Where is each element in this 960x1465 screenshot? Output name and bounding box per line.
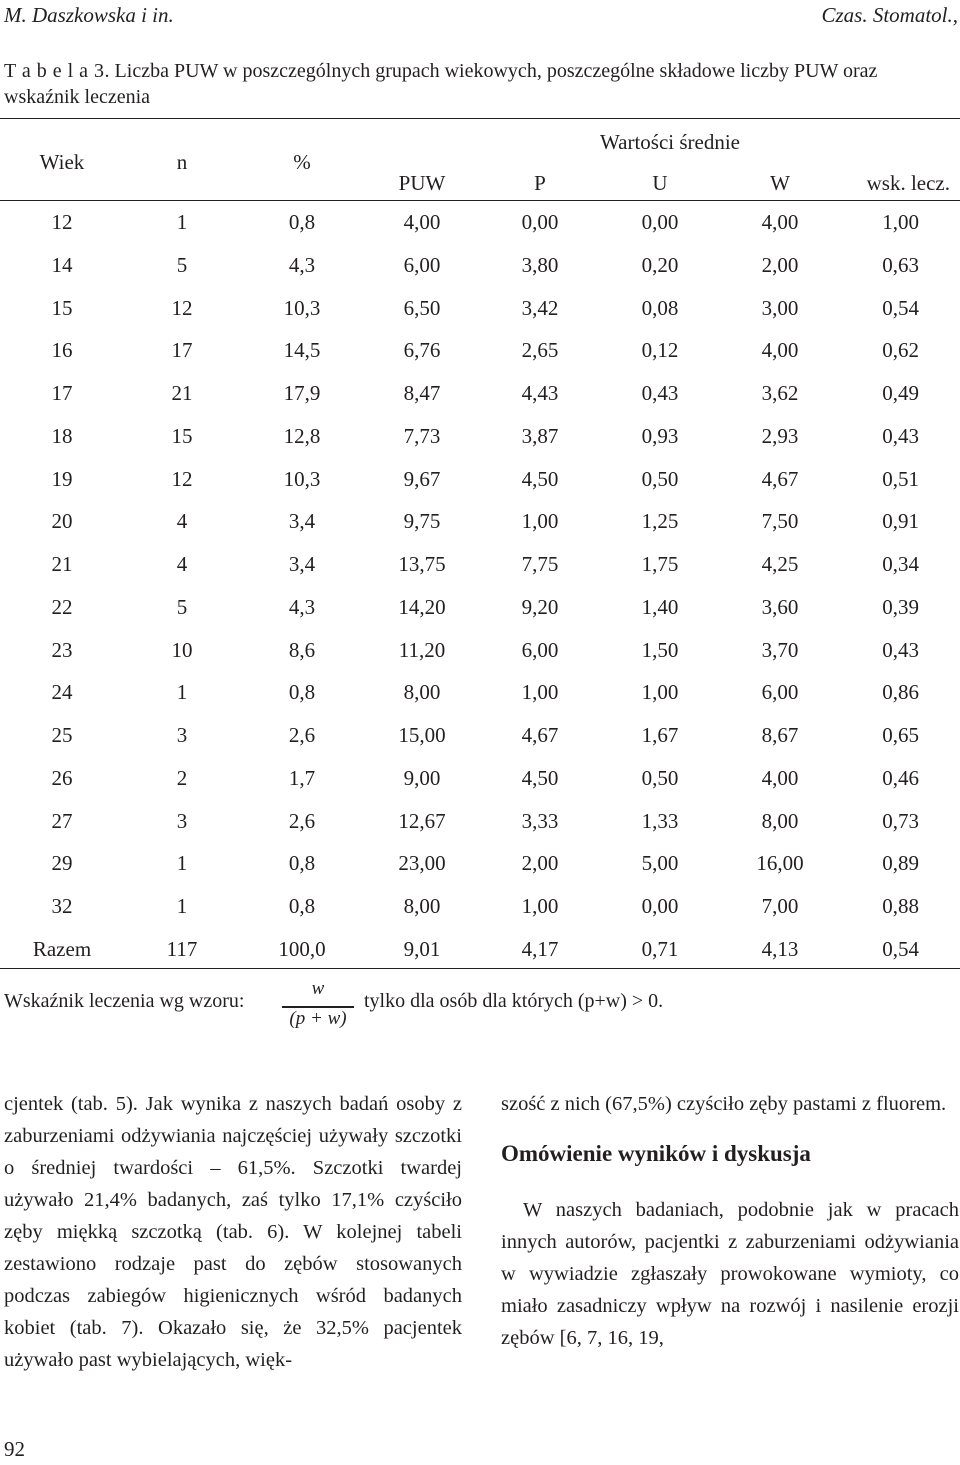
cell-u: 0,43 bbox=[641, 381, 679, 405]
cell-u: 0,12 bbox=[641, 338, 679, 363]
cell-w: 4,13 bbox=[761, 936, 799, 961]
cell-p: 2,00 bbox=[521, 851, 559, 876]
cell-percent: 14,5 bbox=[283, 338, 321, 363]
cell-age: 25 bbox=[51, 723, 73, 747]
table-row bbox=[0, 253, 960, 283]
table-row bbox=[0, 851, 960, 881]
cell-percent: 100,0 bbox=[278, 936, 326, 961]
cell-n: 12 bbox=[171, 295, 193, 320]
cell-n: 4 bbox=[176, 552, 188, 576]
table-caption-label: T a b e l a 3 bbox=[4, 60, 105, 82]
table-row-total bbox=[0, 937, 960, 967]
cell-percent: 8,6 bbox=[288, 637, 316, 662]
cell-u: 0,00 bbox=[641, 894, 679, 918]
cell-n: 117 bbox=[166, 936, 198, 961]
cell-percent: 0,8 bbox=[288, 680, 316, 705]
cell-puw: 23,00 bbox=[398, 851, 446, 876]
table-caption bbox=[4, 58, 944, 110]
cell-treatment-index: 0,88 bbox=[882, 894, 919, 918]
cell-percent: 10,3 bbox=[283, 295, 321, 320]
cell-p: 1,00 bbox=[521, 894, 559, 918]
header-puw: PUW bbox=[398, 171, 446, 195]
right-paragraph-2: W naszych badaniach, podobnie jak w pracach innych autorów, pacjentki z zaburzeniami odżywiania w wywiadzie zgłaszały prowokowane wymioty, co miało zasadniczy wpływ na rozwój i nasilenie erozji zębów [6, 7, 16, 19, bbox=[501, 1199, 959, 1349]
cell-w: 8,67 bbox=[761, 723, 799, 747]
cell-w: 4,00 bbox=[761, 210, 799, 234]
cell-percent: 2,6 bbox=[288, 723, 316, 747]
cell-p: 6,00 bbox=[521, 637, 559, 662]
cell-treatment-index: 0,49 bbox=[882, 381, 919, 405]
header-u: U bbox=[652, 171, 668, 195]
cell-age: 23 bbox=[51, 637, 73, 662]
table-row bbox=[0, 723, 960, 753]
formula-fraction bbox=[278, 978, 358, 1040]
cell-age: 18 bbox=[51, 423, 73, 448]
cell-treatment-index: 0,54 bbox=[882, 295, 919, 320]
cell-age: 22 bbox=[51, 594, 73, 619]
cell-p: 3,80 bbox=[521, 252, 559, 277]
table-header-rule bbox=[0, 200, 960, 201]
footnote bbox=[4, 978, 954, 1038]
header-group-mean-values: Wartości średnie bbox=[599, 130, 740, 154]
cell-age: 12 bbox=[51, 210, 73, 234]
cell-treatment-index: 0,86 bbox=[882, 680, 919, 705]
cell-percent: 10,3 bbox=[283, 466, 321, 491]
cell-puw: 15,00 bbox=[398, 723, 446, 747]
table-row bbox=[0, 381, 960, 411]
cell-treatment-index: 0,43 bbox=[882, 423, 919, 448]
cell-percent: 0,8 bbox=[288, 894, 316, 918]
cell-percent: 2,6 bbox=[288, 808, 316, 833]
cell-puw: 9,75 bbox=[403, 509, 441, 534]
footnote-label: Wskaźnik leczenia wg wzoru: bbox=[4, 990, 245, 1012]
cell-p: 2,65 bbox=[521, 338, 559, 363]
cell-p: 4,43 bbox=[521, 381, 559, 405]
right-paragraph-1: szość z nich (67,5%) czyściło zęby pastami z fluorem. bbox=[501, 1093, 947, 1115]
header-treatment-index: wsk. lecz. bbox=[866, 171, 950, 195]
cell-percent: 17,9 bbox=[283, 381, 321, 405]
cell-treatment-index: 0,89 bbox=[882, 851, 919, 876]
cell-u: 0,20 bbox=[641, 252, 679, 277]
cell-u: 1,50 bbox=[641, 637, 679, 662]
cell-age: 15 bbox=[51, 295, 73, 320]
cell-p: 4,17 bbox=[521, 936, 559, 961]
page-number: 92 bbox=[4, 1437, 25, 1461]
cell-puw: 6,76 bbox=[403, 338, 441, 363]
cell-p: 1,00 bbox=[521, 680, 559, 705]
footnote-condition: tylko dla osób dla których (p+w) > 0. bbox=[364, 990, 664, 1012]
cell-w: 7,00 bbox=[761, 894, 799, 918]
cell-puw: 8,00 bbox=[403, 680, 441, 705]
cell-age: Razem bbox=[32, 936, 92, 961]
cell-puw: 9,67 bbox=[403, 466, 441, 491]
cell-p: 3,33 bbox=[521, 808, 559, 833]
cell-n: 4 bbox=[176, 509, 188, 534]
cell-u: 1,00 bbox=[641, 680, 679, 705]
cell-percent: 0,8 bbox=[288, 210, 316, 234]
cell-u: 0,71 bbox=[641, 936, 679, 961]
cell-p: 4,50 bbox=[521, 466, 559, 491]
section-heading: Omówienie wyników i dyskusja bbox=[501, 1141, 811, 1166]
cell-n: 15 bbox=[171, 423, 193, 448]
cell-treatment-index: 0,39 bbox=[882, 594, 919, 619]
cell-p: 4,67 bbox=[521, 723, 559, 747]
body-column-right bbox=[501, 1088, 959, 1354]
cell-puw: 4,00 bbox=[403, 210, 441, 234]
cell-percent: 12,8 bbox=[283, 423, 321, 448]
cell-n: 1 bbox=[176, 210, 188, 234]
table-row bbox=[0, 338, 960, 368]
cell-w: 6,00 bbox=[761, 680, 799, 705]
table-row bbox=[0, 766, 960, 796]
cell-percent: 0,8 bbox=[288, 851, 316, 876]
table-row bbox=[0, 638, 960, 668]
cell-age: 26 bbox=[51, 765, 73, 790]
cell-age: 20 bbox=[51, 509, 73, 534]
cell-puw: 8,47 bbox=[403, 381, 441, 405]
cell-percent: 1,7 bbox=[288, 765, 316, 790]
cell-n: 10 bbox=[171, 637, 193, 662]
cell-w: 7,50 bbox=[761, 509, 799, 534]
cell-n: 1 bbox=[176, 894, 188, 918]
cell-w: 8,00 bbox=[761, 808, 799, 833]
cell-n: 1 bbox=[176, 680, 188, 705]
cell-puw: 8,00 bbox=[403, 894, 441, 918]
cell-u: 0,50 bbox=[641, 765, 679, 790]
running-header-authors: M. Daszkowska i in. bbox=[4, 3, 174, 27]
table-top-rule bbox=[0, 118, 960, 119]
table-bottom-rule bbox=[0, 968, 960, 969]
cell-n: 2 bbox=[176, 765, 188, 790]
cell-p: 9,20 bbox=[521, 594, 559, 619]
cell-puw: 7,73 bbox=[403, 423, 441, 448]
cell-n: 17 bbox=[171, 338, 193, 363]
cell-n: 12 bbox=[171, 466, 193, 491]
header-p: P bbox=[534, 171, 546, 195]
cell-age: 32 bbox=[51, 894, 73, 918]
cell-age: 29 bbox=[51, 851, 73, 876]
cell-n: 5 bbox=[176, 594, 188, 619]
cell-percent: 4,3 bbox=[288, 252, 316, 277]
left-paragraph: cjentek (tab. 5). Jak wynika z naszych badań osoby z zaburzeniami odżywiania najczęściej używały szczotki o średniej twardości – 61,5%. Szczotki twardej używało 21,4% badanych, zaś tylko 17,1% czyściło zęby miękką szczotką (tab. 6). W kolejnej tabeli zestawiono rodzaje past do zębów stosowanych podczas zabiegów higienicznych wśród badanych kobiet (tab. 7). Okazało się, że 32,5% pacjentek używało past wybielających, więk- bbox=[4, 1093, 462, 1371]
cell-w: 4,67 bbox=[761, 466, 799, 491]
table-row bbox=[0, 552, 960, 582]
cell-w: 3,00 bbox=[761, 295, 799, 320]
cell-u: 0,08 bbox=[641, 295, 679, 320]
cell-p: 3,42 bbox=[521, 295, 559, 320]
cell-p: 7,75 bbox=[521, 552, 559, 576]
cell-w: 4,00 bbox=[761, 338, 799, 363]
cell-age: 24 bbox=[51, 680, 73, 705]
table-row bbox=[0, 467, 960, 497]
cell-u: 1,67 bbox=[641, 723, 679, 747]
fraction-numerator: w bbox=[311, 978, 325, 999]
cell-u: 1,75 bbox=[641, 552, 679, 576]
table-row bbox=[0, 809, 960, 839]
cell-w: 2,93 bbox=[761, 423, 799, 448]
cell-puw: 13,75 bbox=[398, 552, 446, 576]
cell-treatment-index: 0,73 bbox=[882, 808, 919, 833]
cell-p: 4,50 bbox=[521, 765, 559, 790]
fraction-denominator: (p + w) bbox=[289, 1008, 347, 1029]
table-row bbox=[0, 595, 960, 625]
header-n: n bbox=[176, 150, 188, 174]
cell-puw: 14,20 bbox=[398, 594, 446, 619]
header-w: W bbox=[770, 171, 790, 195]
cell-u: 1,40 bbox=[641, 594, 679, 619]
cell-u: 0,50 bbox=[641, 466, 679, 491]
cell-w: 3,60 bbox=[761, 594, 799, 619]
cell-treatment-index: 0,63 bbox=[882, 252, 919, 277]
table-row bbox=[0, 680, 960, 710]
cell-w: 3,62 bbox=[761, 381, 799, 405]
cell-puw: 9,01 bbox=[403, 936, 441, 961]
cell-percent: 3,4 bbox=[288, 552, 316, 576]
cell-age: 19 bbox=[51, 466, 73, 491]
cell-puw: 6,00 bbox=[403, 252, 441, 277]
cell-w: 2,00 bbox=[761, 252, 799, 277]
cell-treatment-index: 0,51 bbox=[882, 466, 919, 491]
table-row bbox=[0, 424, 960, 454]
cell-n: 5 bbox=[176, 252, 188, 277]
cell-u: 0,93 bbox=[641, 423, 679, 448]
table-row bbox=[0, 509, 960, 539]
table-row bbox=[0, 210, 960, 240]
cell-puw: 12,67 bbox=[398, 808, 446, 833]
cell-treatment-index: 0,62 bbox=[882, 338, 919, 363]
cell-w: 4,25 bbox=[761, 552, 799, 576]
table-caption-text: . Liczba PUW w poszczególnych grupach wiekowych, poszczególne składowe liczby PUW oraz wskaźnik leczenia bbox=[4, 60, 878, 108]
cell-p: 3,87 bbox=[521, 423, 559, 448]
header-wiek: Wiek bbox=[39, 150, 85, 174]
header-percent: % bbox=[293, 150, 311, 174]
cell-n: 3 bbox=[176, 808, 188, 833]
cell-treatment-index: 0,65 bbox=[882, 723, 919, 747]
cell-n: 21 bbox=[171, 381, 193, 405]
cell-age: 27 bbox=[51, 808, 73, 833]
cell-treatment-index: 0,34 bbox=[882, 552, 919, 576]
cell-p: 0,00 bbox=[521, 210, 559, 234]
cell-n: 1 bbox=[176, 851, 188, 876]
cell-w: 3,70 bbox=[761, 637, 799, 662]
table-row bbox=[0, 296, 960, 326]
cell-age: 14 bbox=[51, 252, 73, 277]
cell-u: 5,00 bbox=[641, 851, 679, 876]
body-column-left bbox=[4, 1088, 462, 1376]
cell-treatment-index: 0,43 bbox=[882, 637, 919, 662]
cell-n: 3 bbox=[176, 723, 188, 747]
cell-treatment-index: 0,91 bbox=[882, 509, 919, 534]
cell-puw: 9,00 bbox=[403, 765, 441, 790]
cell-w: 4,00 bbox=[761, 765, 799, 790]
table-row bbox=[0, 894, 960, 924]
cell-treatment-index: 1,00 bbox=[882, 210, 919, 234]
cell-p: 1,00 bbox=[521, 509, 559, 534]
cell-puw: 11,20 bbox=[398, 637, 446, 662]
cell-w: 16,00 bbox=[756, 851, 804, 876]
cell-age: 17 bbox=[51, 381, 73, 405]
cell-u: 1,33 bbox=[641, 808, 679, 833]
cell-age: 21 bbox=[51, 552, 73, 576]
cell-treatment-index: 0,54 bbox=[882, 936, 919, 961]
cell-treatment-index: 0,46 bbox=[882, 765, 919, 790]
running-header-journal: Czas. Stomatol., bbox=[821, 3, 958, 27]
cell-u: 0,00 bbox=[641, 210, 679, 234]
cell-percent: 3,4 bbox=[288, 509, 316, 534]
cell-u: 1,25 bbox=[641, 509, 679, 534]
cell-percent: 4,3 bbox=[288, 594, 316, 619]
cell-puw: 6,50 bbox=[403, 295, 441, 320]
cell-age: 16 bbox=[51, 338, 73, 363]
